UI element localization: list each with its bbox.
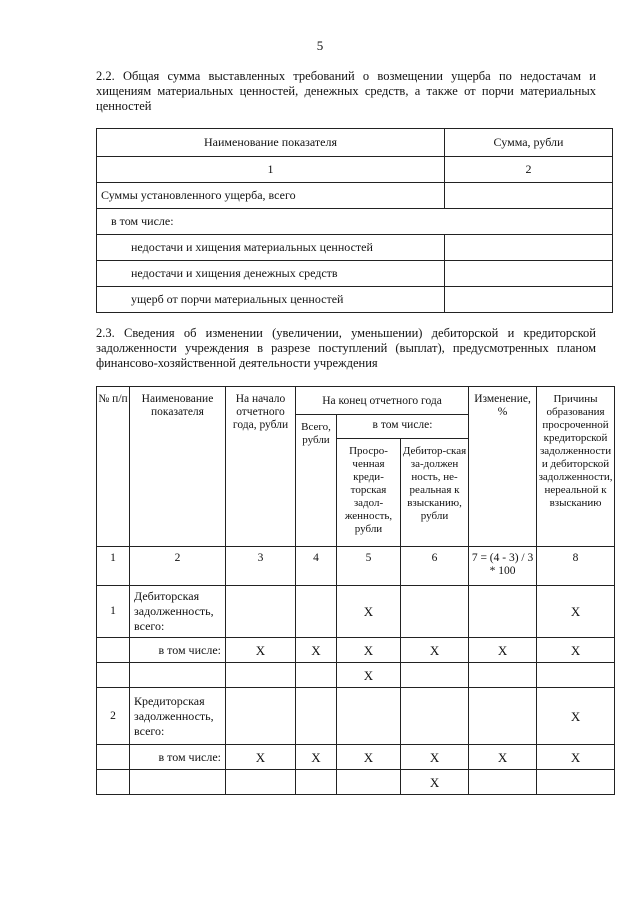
amount-cell <box>445 183 613 209</box>
cell <box>401 688 469 745</box>
row-material-shortage: недостачи и хищения материальных ценностей <box>97 235 445 261</box>
cell <box>337 770 401 795</box>
cell <box>537 770 615 795</box>
amount-cell <box>445 261 613 287</box>
x-mark: X <box>337 745 401 770</box>
cell <box>469 586 537 638</box>
cell <box>401 586 469 638</box>
col-number-formula: 7 = (4 - 3) / 3 * 100 <box>469 547 537 586</box>
amount-cell <box>445 235 613 261</box>
header-bad-receivables: Дебитор-ская за-должен ность, не-реальная к взысканию, рубли <box>401 439 469 547</box>
header-overdue-payables: Просро-ченная креди-торская задол-женность, рубли <box>337 439 401 547</box>
col-number: 8 <box>537 547 615 586</box>
x-mark: X <box>401 770 469 795</box>
x-mark: X <box>469 745 537 770</box>
header-including: в том числе: <box>337 415 469 439</box>
cell <box>469 770 537 795</box>
col-number: 5 <box>337 547 401 586</box>
cell <box>130 770 226 795</box>
debt-change-table <box>96 386 615 795</box>
x-mark: X <box>226 638 296 663</box>
cell <box>97 745 130 770</box>
header-amount: Сумма, рубли <box>445 129 613 157</box>
page-number: 5 <box>316 38 324 53</box>
header-start-of-year: На начало отчетного года, рубли <box>226 387 296 547</box>
amount-cell <box>445 287 613 313</box>
x-mark: X <box>296 638 337 663</box>
x-mark: X <box>226 745 296 770</box>
row-total-damage: Суммы установленного ущерба, всего <box>97 183 445 209</box>
cell <box>296 586 337 638</box>
cell <box>537 663 615 688</box>
x-mark: X <box>537 586 615 638</box>
header-indicator-name: Наименование показателя <box>130 387 226 547</box>
cell <box>226 663 296 688</box>
section-2-3-heading: 2.3. Сведения об изменении (увеличении, уменьшении) дебиторской и кредиторской задолженности учреждения в разрезе поступлений (выплат), предусмотренных планом финансово-хозяйственной деятельности учреждения <box>96 326 596 370</box>
header-change-percent: Изменение, % <box>469 387 537 547</box>
cell <box>97 663 130 688</box>
header-number: № п/п <box>97 387 130 547</box>
cell <box>97 638 130 663</box>
x-mark: X <box>537 688 615 745</box>
cell <box>337 688 401 745</box>
x-mark: X <box>337 586 401 638</box>
cell <box>469 688 537 745</box>
x-mark: X <box>296 745 337 770</box>
col-number: 1 <box>97 157 445 183</box>
cell <box>296 663 337 688</box>
row-number: 1 <box>97 586 130 638</box>
header-indicator-name: Наименование показателя <box>97 129 445 157</box>
header-reasons: Причины образования просроченной кредиторской задолженности и дебиторской задолженности, нереальной к взысканию <box>537 387 615 547</box>
header-total: Всего, рубли <box>296 415 337 547</box>
col-number: 1 <box>97 547 130 586</box>
row-number: 2 <box>97 688 130 745</box>
section-2-2-heading: 2.2. Общая сумма выставленных требований о возмещении ущерба по недостачам и хищениям материальных ценностей, денежных средств, а также от порчи материальных ценностей <box>96 69 596 113</box>
cell <box>469 663 537 688</box>
col-number: 4 <box>296 547 337 586</box>
row-receivables: Дебиторская задолженность, всего: <box>130 586 226 638</box>
row-payables: Кредиторская задолженность, всего: <box>130 688 226 745</box>
x-mark: X <box>337 663 401 688</box>
col-number: 2 <box>130 547 226 586</box>
row-including: в том числе: <box>97 209 613 235</box>
cell <box>130 663 226 688</box>
cell <box>296 688 337 745</box>
x-mark: X <box>537 638 615 663</box>
row-spoilage-damage: ущерб от порчи материальных ценностей <box>97 287 445 313</box>
col-number: 6 <box>401 547 469 586</box>
cell <box>296 770 337 795</box>
cell <box>401 663 469 688</box>
col-number: 2 <box>445 157 613 183</box>
x-mark: X <box>401 745 469 770</box>
row-including-label: в том числе: <box>130 638 226 663</box>
cell <box>226 586 296 638</box>
row-including-label: в том числе: <box>130 745 226 770</box>
cell <box>97 770 130 795</box>
cell <box>226 688 296 745</box>
damage-claims-table <box>96 128 613 313</box>
x-mark: X <box>401 638 469 663</box>
header-end-of-year: На конец отчетного года <box>296 387 469 415</box>
x-mark: X <box>537 745 615 770</box>
x-mark: X <box>469 638 537 663</box>
x-mark: X <box>337 638 401 663</box>
row-cash-shortage: недостачи и хищения денежных средств <box>97 261 445 287</box>
col-number: 3 <box>226 547 296 586</box>
cell <box>226 770 296 795</box>
